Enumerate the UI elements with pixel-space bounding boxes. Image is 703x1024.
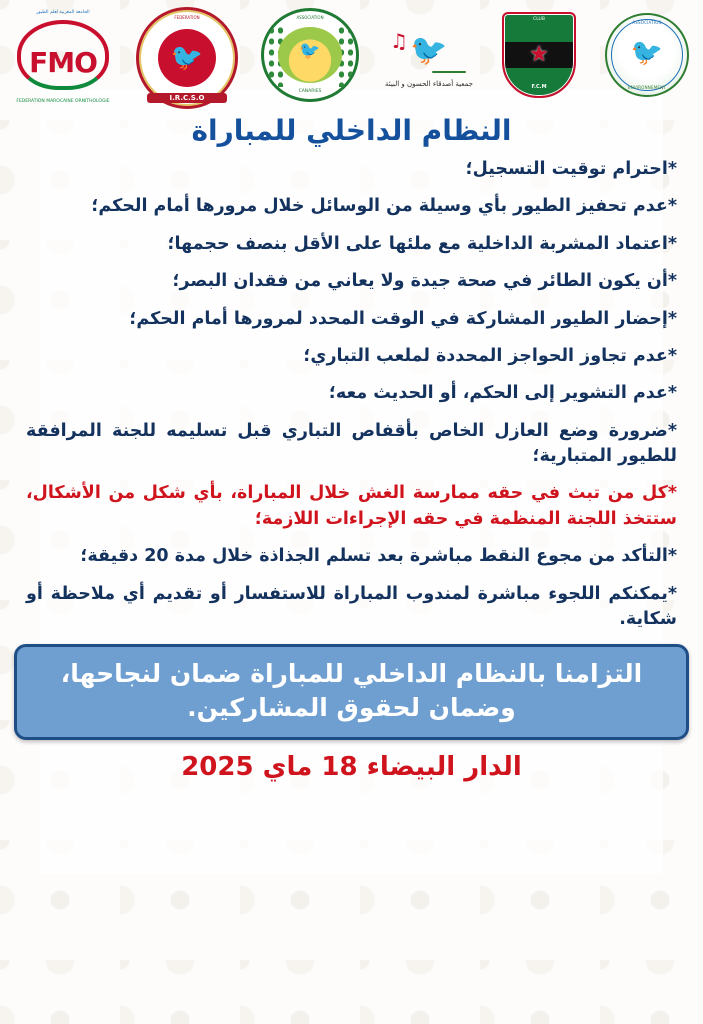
logo-top-text: ASSOCIATION xyxy=(296,15,324,20)
rule-item: *عدم تحفيز الطيور بأي وسيلة من الوسائل خلال مرورها أمام الحكم؛ xyxy=(91,196,677,217)
logo-bottom-text: F.C.M xyxy=(531,84,547,90)
logo-football-club-shield xyxy=(496,6,582,104)
rule-item: *يمكنكم اللجوء مباشرة لمندوب المباراة للاستفسار أو تقديم أي ملاحظة أو شكاية. xyxy=(26,583,677,629)
rule-item: *احترام توقيت التسجيل؛ xyxy=(465,159,677,179)
rule-item: *عدم تجاوز الحواجز المحددة لملعب التباري؛ xyxy=(303,345,677,366)
rule-item: *اعتماد المشربة الداخلية مع ملئها على الأقل بنصف حجمها؛ xyxy=(167,233,677,254)
bird-icon: 🐦 xyxy=(410,32,448,68)
rule-item: *عدم التشوير إلى الحكم، أو الحديث معه؛ xyxy=(328,383,677,404)
logo-top-text: ASSOCIATION xyxy=(632,20,662,25)
music-note-icon: ♫ xyxy=(390,29,408,54)
logo-bottom-text: I.R.C.S.O xyxy=(147,93,227,103)
bird-music-icon xyxy=(384,21,474,79)
rules-list xyxy=(0,157,703,632)
page-title: النظام الداخلي للمباراة xyxy=(191,114,512,147)
logo-ring xyxy=(605,13,689,97)
wreath-bird-icon xyxy=(278,27,342,83)
logo-fmo-federation xyxy=(10,6,116,110)
logo-green-wreath-circle xyxy=(258,6,362,104)
rule-item: *إحضار الطيور المشاركة في الوقت المحدد لمرورها أمام الحكم؛ xyxy=(129,308,677,329)
logo-friends-birds-environment xyxy=(381,6,477,104)
logo-bottom-text: ENVIRONNEMENT xyxy=(628,85,666,90)
logo-bottom-text: CANARIES xyxy=(298,89,322,94)
logo-ring xyxy=(261,8,359,102)
logo-top-text: FEDERATION xyxy=(174,15,200,20)
conclusion-banner: التزامنا بالنظام الداخلي للمباراة ضمان لنجاحها، وضمان لحقوق المشاركين. xyxy=(14,644,689,740)
star-icon: ★ xyxy=(529,42,549,67)
logo-top-text: الجامعة المغربية لعلم الطيور xyxy=(36,10,90,15)
logo-label: FMO xyxy=(29,45,97,79)
rule-item-alert: *كل من تبث في حقه ممارسة الغش خلال المباراة، بأي شكل من الأشكال، ستتخذ اللجنة المنظمة في حقه الإجراءات اللازمة؛ xyxy=(26,483,677,529)
shield-shape xyxy=(502,12,576,98)
branch-shape xyxy=(432,71,466,73)
bird-icon: 🐦 xyxy=(299,40,321,61)
logo-bottom-text: FEDERATION MAROCAINE ORNITHOLOGIE xyxy=(16,99,110,104)
logo-association-green-circle xyxy=(601,6,693,104)
logo-ring xyxy=(136,7,238,109)
rule-item: *التأكد من مجوع النقط مباشرة بعد تسلم الجذاذة خلال مدة 20 دقيقة؛ xyxy=(80,546,677,567)
logo-caption: جمعية أصدقاء الحسون و البيئة xyxy=(385,80,473,89)
logo-red-federation-circle xyxy=(135,6,239,110)
rule-item: *أن يكون الطائر في صحة جيدة ولا يعاني من فقدان البصر؛ xyxy=(172,271,677,292)
logo-ring xyxy=(13,10,113,106)
logo-row xyxy=(0,0,703,112)
bird-icon: 🐦 xyxy=(630,38,664,68)
footer-place-date: الدار البيضاء 18 ماي 2025 xyxy=(181,751,522,782)
logo-disc xyxy=(158,29,216,87)
rule-item: *ضرورة وضع العازل الخاص بأقفاص التباري قبل تسليمه للجنة المرافقة للطيور المتبارية؛ xyxy=(26,420,677,466)
logo-top-text: CLUB xyxy=(533,17,545,22)
bird-icon: 🐦 xyxy=(170,43,204,73)
